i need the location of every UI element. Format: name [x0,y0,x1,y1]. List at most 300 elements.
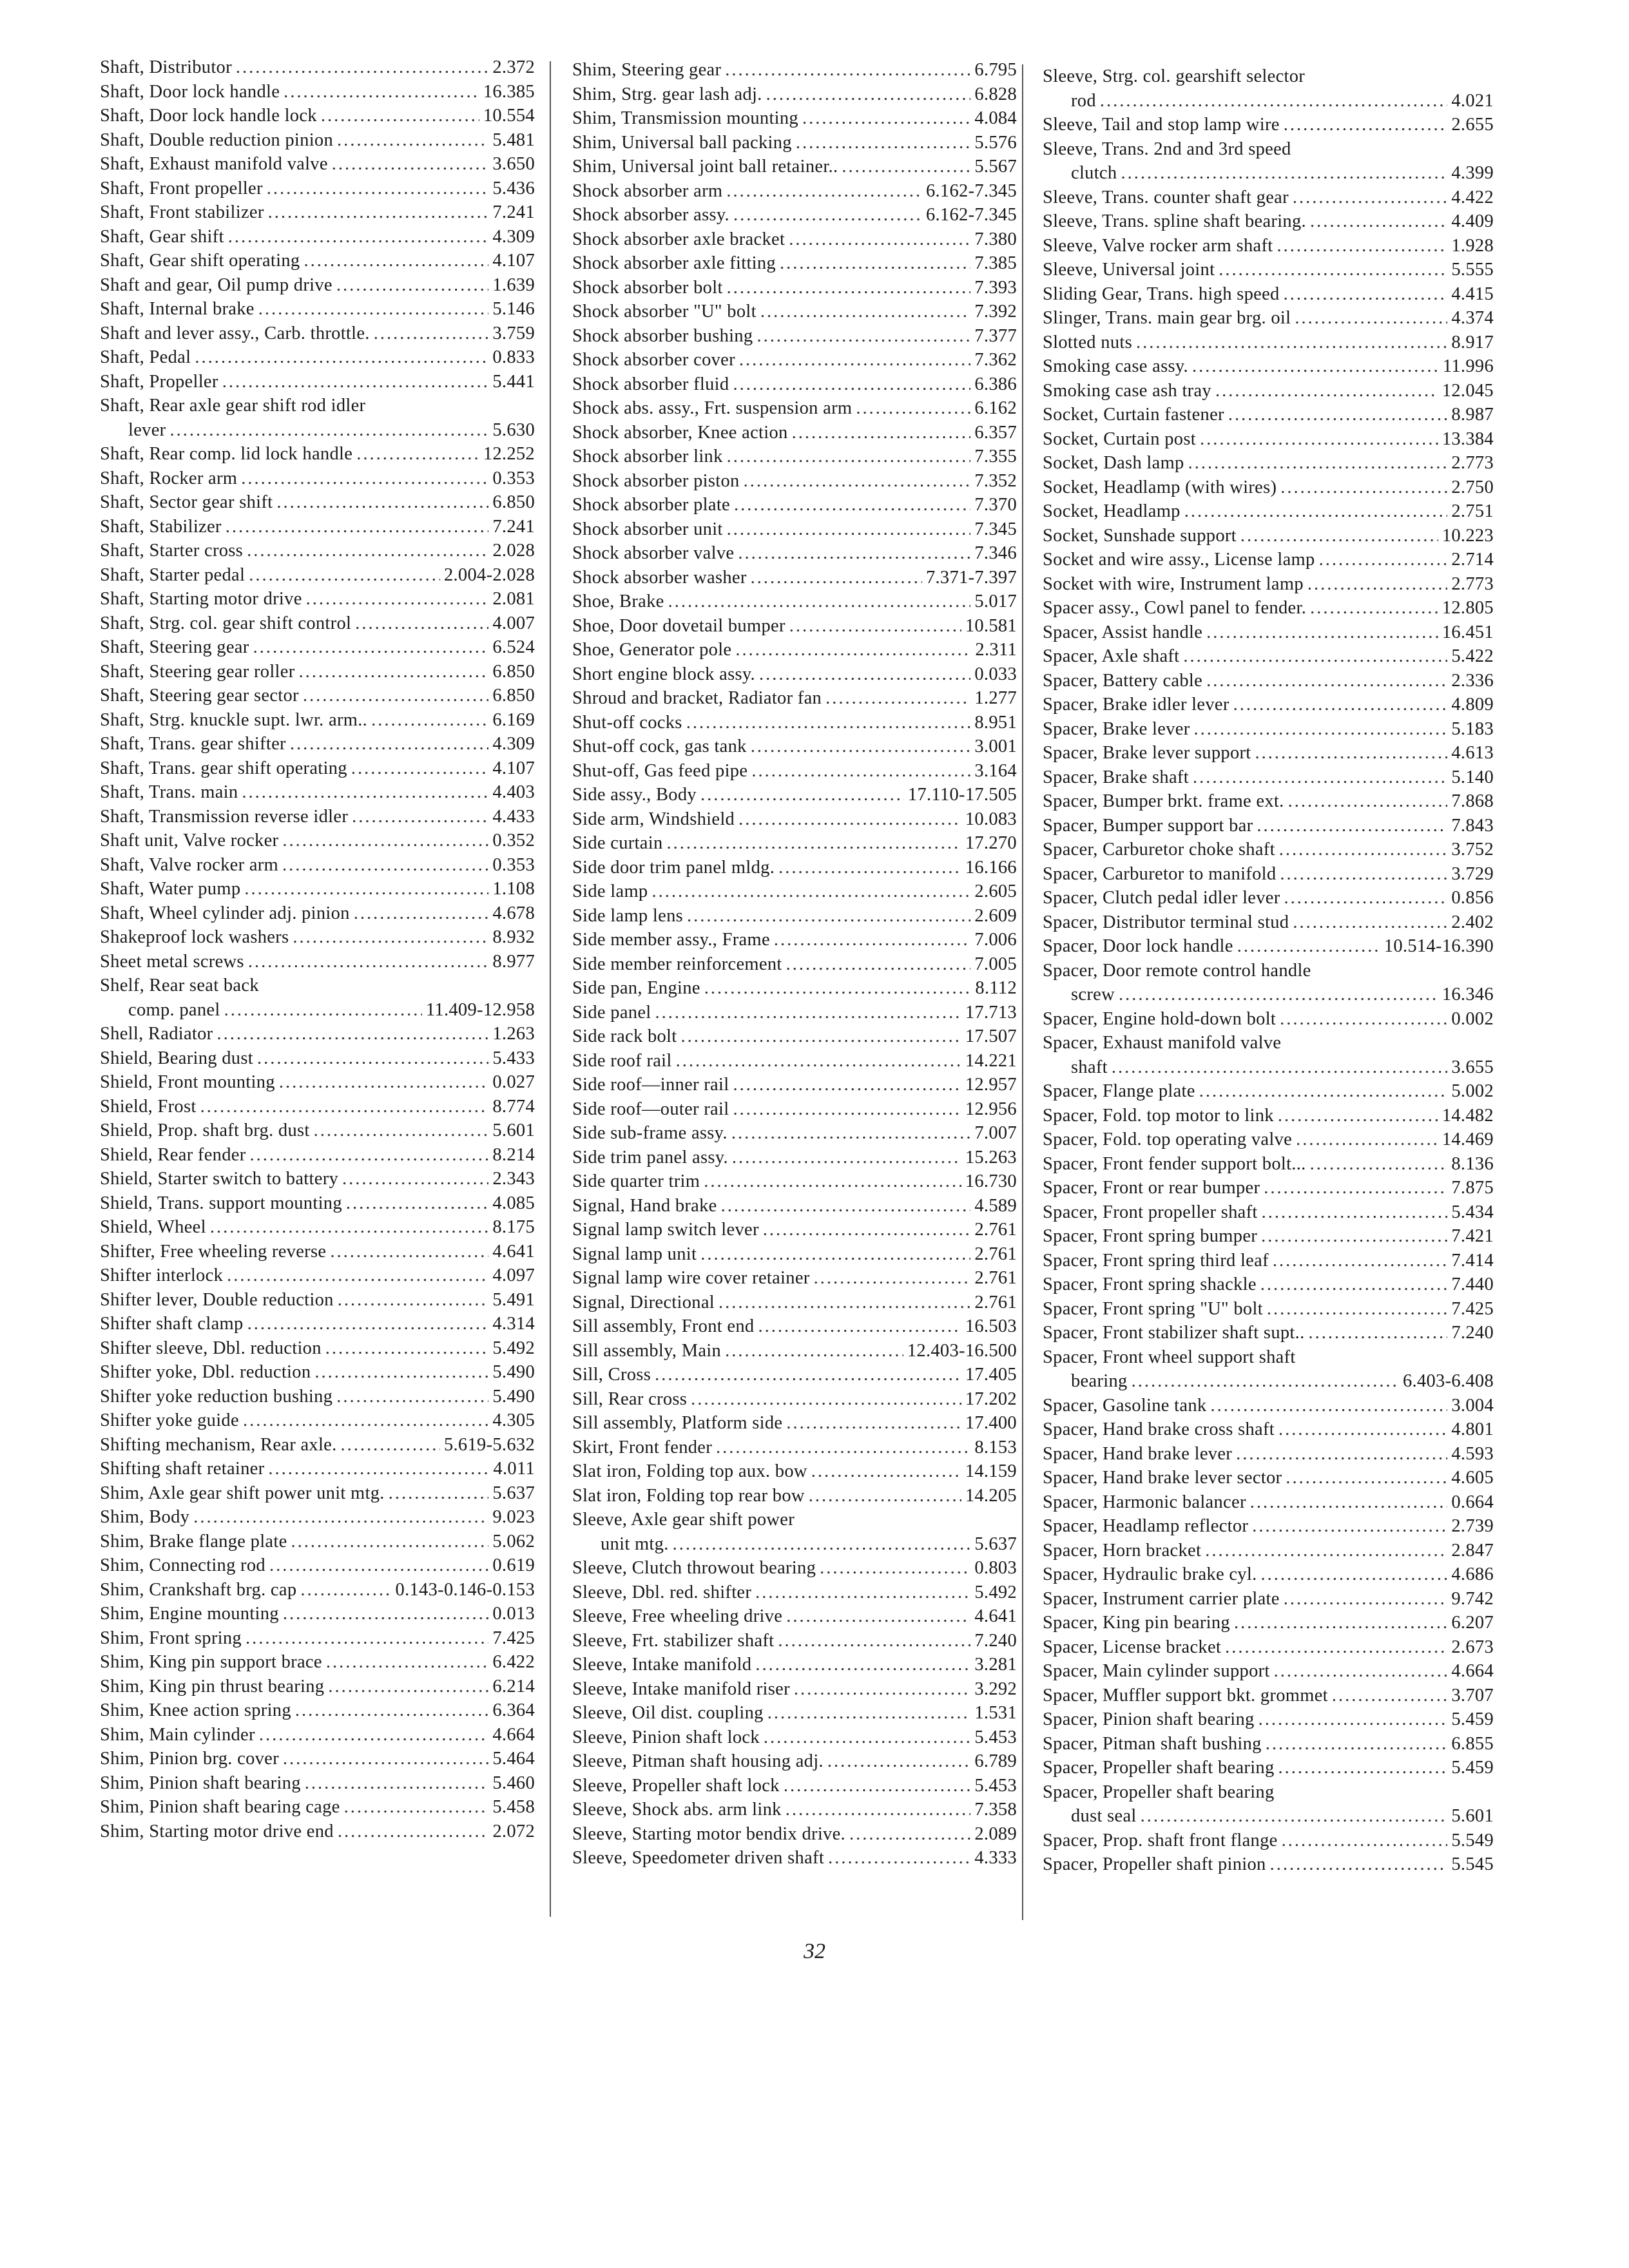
entry-term: Side panel [572,1002,651,1023]
entry-term: Shock absorber fluid [572,374,729,394]
entry-reference: 5.441 [492,371,535,392]
entry-reference: 5.481 [492,130,535,150]
index-entry [1043,693,1494,717]
index-entry [100,1240,535,1264]
entry-reference: 7.371-7.397 [925,567,1017,588]
index-entry [1043,427,1494,452]
dot-leader [687,904,970,928]
dot-leader [1273,1249,1448,1273]
entry-term: Shaft, Steering gear [100,637,249,657]
entry-term: Shaft, Starter cross [100,541,244,561]
entry-term: Shock absorber bolt [572,277,723,298]
entry-reference: 6.162 [974,398,1017,418]
entry-reference: 5.492 [492,1338,535,1358]
entry-reference: 1.263 [492,1024,535,1044]
entry-term: Short engine block assy. [572,664,755,684]
index-entry [1043,1490,1494,1515]
index-entry [1043,1128,1494,1152]
entry-term: Side lamp lens [572,905,684,926]
index-entry [1043,959,1494,983]
index-entry [572,1556,1017,1581]
entry-term: Sill assembly, Platform side [572,1413,783,1433]
entry-reference: 16.451 [1441,622,1494,642]
entry-reference: 4.605 [1451,1468,1494,1488]
entry-reference: 0.856 [1451,888,1494,908]
index-entry [572,1387,1017,1412]
entry-term: Socket, Curtain fastener [1043,405,1224,425]
entry-reference: 6.162-7.345 [925,205,1017,225]
entry-reference: 4.011 [493,1459,535,1479]
entry-term: Shifting mechanism, Rear axle. [100,1434,337,1455]
entry-term: Socket, Dash lamp [1043,453,1184,473]
entry-term: Spacer, Front propeller shaft [1043,1202,1258,1222]
entry-term: Shim, Knee action spring [100,1700,291,1720]
entry-reference: 4.589 [974,1195,1017,1216]
index-entry [572,1339,1017,1363]
entry-term: Side roof—inner rail [572,1075,729,1095]
dot-leader [732,1146,961,1170]
index-entry [572,952,1017,977]
entry-term: Shield, Rear fender [100,1144,246,1165]
dot-leader [195,345,488,370]
index-entry [100,1433,535,1457]
index-entry [1043,572,1494,597]
entry-term: Sleeve, Propeller shaft lock [572,1775,780,1796]
index-entry [1043,1829,1494,1853]
entry-term: Shroud and bracket, Radiator fan [572,688,822,708]
entry-reference: 5.453 [974,1775,1017,1796]
entry-reference: 5.492 [974,1582,1017,1602]
dot-leader [1100,89,1447,113]
entry-reference: 17.713 [965,1002,1017,1023]
index-entry [100,1070,535,1095]
entry-reference: 4.333 [974,1848,1017,1868]
entry-term: Shaft, Steering gear sector [100,686,299,706]
index-entry [572,155,1017,179]
entry-reference: 6.169 [492,709,535,730]
column-divider [550,61,551,1917]
entry-reference: 0.143-0.146-0.153 [395,1579,535,1600]
entry-term: Spacer, Instrument carrier plate [1043,1588,1280,1609]
dot-leader [283,1747,488,1771]
entry-term: Side door trim panel mldg. [572,857,775,878]
dot-leader [351,756,489,781]
entry-term: Shim, Pinion brg. cover [100,1749,279,1769]
entry-term: Spacer, Main cylinder support [1043,1661,1270,1681]
index-entry [572,300,1017,324]
index-entry [100,370,535,394]
entry-reference: 0.027 [492,1072,535,1092]
dot-leader [668,590,971,614]
dot-leader [249,563,440,588]
index-entry [572,276,1017,300]
index-entry [100,1095,535,1119]
entry-reference: 4.374 [1451,308,1494,328]
index-entry [1043,548,1494,572]
entry-term: Spacer, Battery cable [1043,670,1203,691]
index-entry [572,590,1017,614]
entry-term: Shifter lever, Double reduction [100,1289,334,1310]
dot-leader [1240,524,1438,548]
dot-leader [721,1194,971,1218]
index-entry [572,928,1017,952]
entry-reference: 4.415 [1451,284,1494,304]
index-entry [1043,258,1494,282]
entry-term: Spacer, Front stabilizer shaft supt.. [1043,1323,1305,1343]
entry-reference: 4.422 [1451,187,1494,207]
entry-term: Shield, Frost [100,1096,197,1117]
index-entry [572,759,1017,783]
entry-reference: 1.531 [974,1703,1017,1723]
dot-leader [242,780,488,805]
entry-term: Signal lamp wire cover retainer [572,1268,810,1288]
index-entry [1043,186,1494,210]
index-entry [572,1073,1017,1097]
index-entry [100,1288,535,1312]
entry-term: Shim, Pinion shaft bearing [100,1773,301,1793]
entry-reference: 3.752 [1451,840,1494,860]
entry-term: Spacer, Front spring third leaf [1043,1250,1269,1271]
dot-leader [786,1411,961,1436]
dot-leader [1309,1321,1448,1345]
entry-term: Sleeve, Dbl. red. shifter [572,1582,752,1602]
entry-term: Shaft, Starting motor drive [100,589,302,609]
entry-term: Spacer, Hydraulic brake cyl. [1043,1564,1257,1584]
entry-reference: 4.097 [492,1265,535,1285]
dot-leader [1236,1442,1447,1466]
column-divider [1022,64,1023,1920]
entry-term: Shock absorber assy. [572,205,729,225]
index-entry [1043,620,1494,645]
dot-leader [704,1169,961,1194]
index-entry [100,684,535,708]
dot-leader [1293,910,1447,935]
entry-term: Shaft, Rear axle gear shift rod idler [100,396,366,416]
dot-leader [243,1408,488,1433]
entry-term: Sheet metal screws [100,951,244,972]
entry-term: Slinger, Trans. main gear brg. oil [1043,308,1291,328]
entry-term: Signal, Hand brake [572,1195,717,1216]
index-entry [100,1602,535,1626]
index-entry [572,1218,1017,1242]
dot-leader [786,952,971,977]
dot-leader [751,735,971,759]
entry-term: Socket and wire assy., License lamp [1043,550,1315,570]
dot-leader [258,297,489,322]
entry-reference: 5.567 [974,157,1017,177]
entry-reference: 5.436 [492,178,535,198]
entry-term: Sill, Rear cross [572,1389,688,1409]
entry-reference: 5.549 [1451,1830,1494,1850]
entry-term: Side member reinforcement [572,954,782,974]
entry-reference: 2.028 [492,541,535,561]
entry-reference: 7.414 [1451,1250,1494,1271]
dot-leader [796,131,971,155]
entry-term: Shifting shaft retainer [100,1459,265,1479]
dot-leader [246,1626,488,1651]
entry-term: Shaft, Door lock handle lock [100,106,317,126]
entry-term: Shim, Connecting rod [100,1555,265,1575]
entry-reference: 2.311 [975,640,1017,660]
entry-reference: 4.641 [492,1241,535,1262]
entry-term: Shim, Transmission mounting [572,108,798,128]
entry-reference: 3.650 [492,154,535,174]
dot-leader [200,1095,489,1119]
dot-leader [303,684,489,708]
dot-leader [751,566,922,590]
entry-reference: 5.637 [974,1533,1017,1554]
index-entry [100,1505,535,1530]
dot-leader [691,1387,961,1412]
index-entry [1043,137,1494,162]
entry-reference: 6.828 [974,84,1017,104]
entry-term: Shaft, Trans. gear shifter [100,734,286,754]
dot-leader [727,276,971,300]
dot-leader [1282,1829,1448,1853]
dot-leader [1284,886,1448,910]
dot-leader [767,1701,971,1725]
entry-term: Shifter sleeve, Dbl. reduction [100,1338,322,1358]
index-entry [1043,1756,1494,1780]
index-entry [100,732,535,756]
entry-term: Socket, Headlamp (with wires) [1043,477,1277,497]
entry-reference: 5.140 [1451,767,1494,787]
entry-term: Spacer, Engine hold-down bolt [1043,1008,1277,1029]
index-entry [100,805,535,829]
entry-reference: 5.146 [492,299,535,319]
dot-leader [374,322,489,346]
entry-reference: 2.750 [1451,477,1494,497]
entry-term: Skirt, Front fender [572,1437,713,1457]
entry-reference: 3.164 [974,760,1017,781]
entry-reference: 6.855 [1451,1733,1494,1754]
entry-term: Spacer, Front wheel support shaft [1043,1347,1296,1367]
index-entry [572,1169,1017,1194]
entry-term: Shaft, Exhaust manifold valve [100,154,328,174]
dot-leader [1119,983,1438,1007]
index-entry [572,1194,1017,1218]
entry-term: bearing [1071,1371,1128,1391]
index-entry [572,1749,1017,1774]
index-entry [1043,1659,1494,1684]
entry-reference: 6.386 [974,374,1017,394]
entry-term: Spacer assy., Cowl panel to fender. [1043,598,1307,618]
index-entry [1043,113,1494,137]
entry-term: Shaft, Sector gear shift [100,492,273,512]
entry-term: Shifter shaft clamp [100,1314,244,1334]
entry-term: Spacer, Front spring shackle [1043,1274,1257,1294]
index-entry [1043,403,1494,427]
entry-term: dust seal [1071,1806,1137,1826]
entry-reference: 16.385 [483,81,535,102]
index-column-1 [100,55,535,1843]
index-entry [100,756,535,781]
entry-reference: 4.107 [492,758,535,778]
index-entry [572,131,1017,155]
entry-reference: 7.006 [974,930,1017,950]
index-entry [572,879,1017,904]
dot-leader [1266,1732,1448,1756]
entry-term: Shock absorber piston [572,470,740,491]
entry-reference: 6.850 [492,492,535,512]
dot-leader [267,177,489,201]
entry-term: Spacer, Exhaust manifold valve [1043,1033,1282,1053]
entry-term: Spacer, Bumper brkt. frame ext. [1043,791,1284,811]
entry-reference: 4.678 [492,903,535,923]
index-entry [100,1167,535,1191]
index-entry [100,55,535,80]
dot-leader [1184,499,1448,524]
entry-term: Shock absorber link [572,447,723,466]
entry-reference: 5.183 [1451,718,1494,739]
entry-term: Sleeve, Axle gear shift power [572,1510,795,1530]
index-entry [1043,1562,1494,1587]
index-entry [572,1508,1017,1532]
index-entry [572,1097,1017,1122]
entry-term: Spacer, Brake lever support [1043,743,1251,763]
entry-reference: 7.345 [974,519,1017,539]
index-entry [572,807,1017,832]
index-entry [1043,1079,1494,1104]
entry-term: Smoking case assy. [1043,356,1188,376]
entry-term: Shell, Radiator [100,1024,213,1044]
index-entry [1043,451,1494,476]
dot-leader [337,128,488,153]
entry-reference: 2.673 [1451,1637,1494,1657]
entry-reference: 10.581 [965,615,1017,636]
index-entry [100,1578,535,1602]
dot-leader [1237,934,1380,959]
entry-reference: 2.004-2.028 [443,564,535,585]
entry-reference: 6.422 [492,1652,535,1672]
dot-leader [725,58,970,82]
entry-term: Shoe, Brake [572,591,664,611]
entry-reference: 10.083 [965,809,1017,829]
dot-leader [718,1291,970,1315]
entry-reference: 17.405 [965,1365,1017,1385]
index-entry [100,225,535,249]
index-entry [100,1553,535,1578]
dot-leader [1280,862,1447,887]
index-entry [100,1457,535,1481]
entry-reference: 16.730 [965,1171,1017,1191]
entry-reference: 8.153 [974,1437,1017,1457]
dot-leader [338,1288,489,1312]
entry-reference: 5.434 [1451,1202,1494,1222]
index-entry [100,1336,535,1361]
entry-reference: 7.240 [1451,1323,1494,1343]
entry-term: Shock absorber unit [572,519,723,539]
entry-term: Side lamp [572,881,648,901]
dot-leader [1262,1200,1448,1225]
dot-leader [355,611,488,636]
entry-reference: 7.421 [1451,1226,1494,1246]
entry-term: Shield, Wheel [100,1217,206,1237]
dot-leader [751,759,970,783]
dot-leader [673,1532,971,1557]
entry-term: Spacer, Propeller shaft pinion [1043,1854,1266,1874]
entry-term: Signal lamp unit [572,1244,697,1264]
entry-reference: 7.241 [492,202,535,222]
entry-reference: 2.402 [1451,912,1494,932]
dot-leader [236,55,488,80]
index-entry [100,539,535,563]
entry-reference: 6.850 [492,661,535,682]
entry-term: Shim, King pin thrust bearing [100,1676,325,1696]
dot-leader [727,445,971,469]
dot-leader [1267,1297,1447,1321]
entry-term: Shaft, Stabilizer [100,516,222,537]
entry-term: Shim, Brake flange plate [100,1531,287,1552]
entry-term: Spacer, Carburetor to manifold [1043,863,1277,884]
index-entry [100,1481,535,1506]
index-entry [100,490,535,515]
entry-term: clutch [1071,163,1117,183]
entry-term: Shim, Pinion shaft bearing cage [100,1797,340,1817]
dot-leader [780,251,970,276]
entry-reference: 12.957 [965,1075,1017,1095]
entry-term: Slotted nuts [1043,332,1132,352]
entry-reference: 4.309 [492,226,535,247]
entry-reference: 2.655 [1451,115,1494,135]
dot-leader [336,1385,488,1409]
dot-leader [1252,1514,1447,1539]
index-entry [572,203,1017,227]
entry-term: Slat iron, Folding top rear bow [572,1485,805,1506]
entry-reference: 7.385 [974,253,1017,273]
entry-reference: 14.482 [1441,1105,1494,1126]
entry-reference: 2.081 [492,589,535,609]
entry-term: Side member assy., Frame [572,930,770,950]
entry-reference: 4.021 [1451,90,1494,111]
index-entry [100,1723,535,1747]
entry-reference: 2.751 [1451,501,1494,521]
entry-term: Shock abs. assy., Frt. suspension arm [572,398,853,418]
entry-reference: 5.637 [492,1483,535,1503]
entry-reference: 12.956 [965,1099,1017,1119]
dot-leader [786,1604,970,1629]
entry-term: Sleeve, Clutch throwout bearing [572,1558,816,1578]
dot-leader [1206,669,1447,693]
dot-leader [257,1046,488,1071]
dot-leader [1307,572,1448,597]
index-entry [100,322,535,346]
dot-leader [758,1314,961,1339]
dot-leader [738,541,970,566]
dot-leader [325,1336,489,1361]
dot-leader [755,1653,970,1677]
entry-term: Shaft and lever assy., Carb. throttle. [100,323,370,343]
entry-reference: 4.664 [492,1724,535,1745]
entry-term: Shaft, Wheel cylinder adj. pinion [100,903,350,923]
entry-reference: 6.850 [492,686,535,706]
index-entry [1043,1345,1494,1370]
index-entry [572,227,1017,252]
entry-reference: 7.868 [1451,791,1494,811]
index-entry [1043,161,1494,186]
entry-term: Shaft, Transmission reverse idler [100,806,349,827]
entry-term: Shifter, Free wheeling reverse [100,1241,327,1262]
entry-reference: 3.281 [974,1655,1017,1675]
dot-leader [226,515,489,539]
dot-leader [1278,1418,1447,1442]
entry-reference: 11.409-12.958 [425,999,535,1020]
entry-term: Spacer, Distributor terminal stud [1043,912,1289,932]
entry-term: Side roof—outer rail [572,1099,729,1119]
entry-reference: 2.773 [1451,453,1494,473]
dot-leader [849,1822,970,1847]
index-entry [100,708,535,733]
